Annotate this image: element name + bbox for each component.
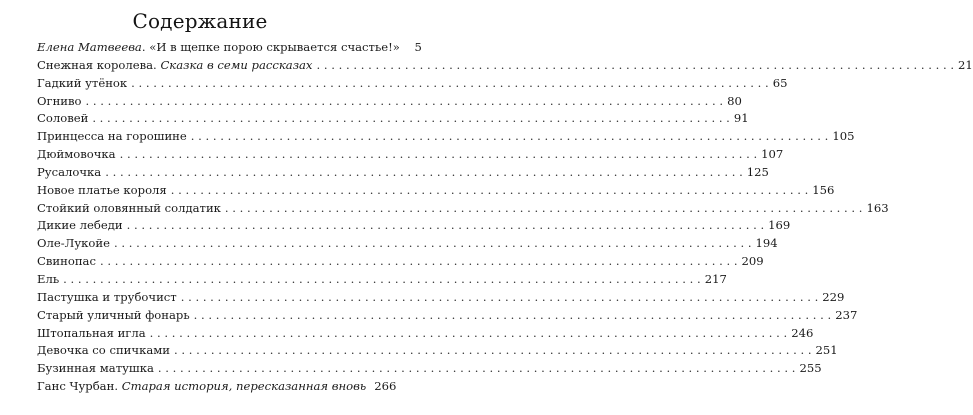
toc-entry-label: [37, 146, 116, 164]
dot-leader: [225, 200, 863, 218]
toc-entry: [37, 360, 822, 378]
toc-entry: [37, 146, 784, 164]
toc-entry: [37, 57, 973, 75]
toc-entry-title: Огниво: [37, 93, 82, 108]
toc-entry: [37, 200, 889, 218]
toc-entry: [37, 235, 778, 253]
toc-entry-page: 125: [746, 164, 769, 179]
toc-entry: [37, 182, 835, 200]
toc-entry: [37, 307, 858, 325]
toc-entry: [37, 342, 838, 360]
toc-entry-page: 156: [812, 182, 835, 197]
toc-entry-page: 266: [374, 379, 397, 394]
dot-leader: [127, 217, 765, 235]
toc-entry-label: [37, 93, 82, 111]
toc-entry-label: [37, 271, 59, 289]
dot-leader: [194, 307, 832, 325]
toc-entry-label: [37, 200, 221, 218]
toc-entry-label: [37, 128, 187, 146]
toc-entry-title: Соловей: [37, 111, 89, 126]
toc-entry-page: 209: [741, 254, 764, 269]
toc-entry: [37, 110, 749, 128]
toc-entry-label: [37, 217, 123, 235]
toc-entry-page: 80: [727, 93, 742, 108]
table-of-contents: [37, 39, 973, 396]
toc-entry-title: Снежная королева.: [37, 57, 161, 72]
toc-entry-page: 229: [822, 289, 845, 304]
toc-entry: [37, 271, 727, 289]
dot-leader: [100, 253, 738, 271]
toc-entry-label: [37, 360, 154, 378]
toc-entry-title: Девочка со спичками: [37, 343, 170, 358]
toc-entry-page: 237: [835, 307, 858, 322]
dot-leader: [86, 93, 724, 111]
dot-leader: [174, 342, 812, 360]
toc-entry: [37, 289, 845, 307]
dot-leader: [181, 289, 819, 307]
toc-entry-title: Штопальная игла: [37, 325, 146, 340]
toc-entry-subtitle: Сказка в семи рассказах: [160, 57, 313, 72]
toc-entry-title: Стойкий оловянный солдатик: [37, 200, 221, 215]
toc-entry-page: 251: [815, 343, 838, 358]
dot-leader: [158, 360, 796, 378]
dot-leader: [92, 110, 730, 128]
toc-entry: [37, 164, 769, 182]
toc-entry-title: Пастушка и трубочист: [37, 289, 177, 304]
toc-entry-label: [37, 253, 96, 271]
toc-entry-title: Дюймовочка: [37, 147, 116, 162]
toc-entry: [37, 39, 422, 57]
toc-entry-label: [37, 39, 400, 57]
toc-entry-page: 107: [761, 147, 784, 162]
toc-entry-title: Оле-Лукойе: [37, 236, 110, 251]
toc-entry-title: Ель: [37, 271, 60, 286]
toc-entry-label: [37, 289, 177, 307]
toc-entry-page: 5: [414, 40, 422, 54]
page-title: Содержание: [132, 9, 268, 33]
toc-entry-page: 91: [733, 111, 749, 126]
toc-entry-label: [37, 164, 101, 182]
toc-entry-title: Дикие лебеди: [37, 218, 123, 233]
toc-entry-label: [37, 75, 127, 93]
dot-leader: [114, 235, 752, 253]
toc-entry-title: Ганс Чурбан.: [37, 379, 122, 394]
toc-entry-label: [37, 235, 110, 253]
toc-entry-author: Елена Матвеева: [37, 40, 142, 54]
toc-entry-page: 169: [768, 218, 791, 233]
toc-entry-label: [37, 325, 146, 343]
dot-leader: [120, 146, 758, 164]
toc-entry-page: 65: [772, 75, 788, 90]
toc-entry-label: [37, 378, 366, 396]
dot-leader: [316, 57, 954, 75]
toc-entry-subtitle: Старая история, пересказанная вновь: [121, 379, 367, 394]
toc-entry: [37, 253, 764, 271]
toc-entry: [37, 128, 855, 146]
toc-entry-title: Новое платье короля: [37, 182, 167, 197]
toc-entry-title: Русалочка: [37, 164, 102, 179]
toc-entry: [37, 93, 742, 111]
toc-entry-title: Гадкий утёнок: [37, 75, 128, 90]
toc-entry-title: . «И в щепке порою скрывается счастье!»: [141, 40, 400, 54]
toc-entry-label: [37, 307, 190, 325]
dot-leader: [191, 128, 829, 146]
dot-leader: [171, 182, 809, 200]
toc-entry-page: 246: [791, 325, 814, 340]
toc-entry: [37, 75, 788, 93]
toc-entry-page: 255: [799, 361, 822, 376]
toc-entry-label: [37, 342, 170, 360]
dot-leader: [131, 75, 769, 93]
toc-entry-page: 105: [832, 129, 855, 144]
toc-entry-page: 21: [958, 57, 973, 72]
toc-entry-title: Принцесса на горошине: [37, 129, 187, 144]
toc-entry: [37, 217, 791, 235]
toc-entry-page: 194: [755, 236, 778, 251]
toc-entry-label: [37, 110, 88, 128]
dot-leader: [105, 164, 743, 182]
toc-entry-title: Бузинная матушка: [37, 361, 154, 376]
toc-entry: [37, 325, 814, 343]
toc-entry-page: 217: [704, 271, 727, 286]
toc-entry-label: [37, 57, 312, 75]
toc-entry-title: Свинопас: [37, 254, 96, 269]
toc-entry-page: 163: [866, 200, 889, 215]
toc-entry: [37, 378, 397, 396]
dot-leader: [63, 271, 701, 289]
toc-entry-title: Старый уличный фонарь: [37, 307, 190, 322]
dot-leader: [150, 325, 788, 343]
toc-entry-label: [37, 182, 167, 200]
